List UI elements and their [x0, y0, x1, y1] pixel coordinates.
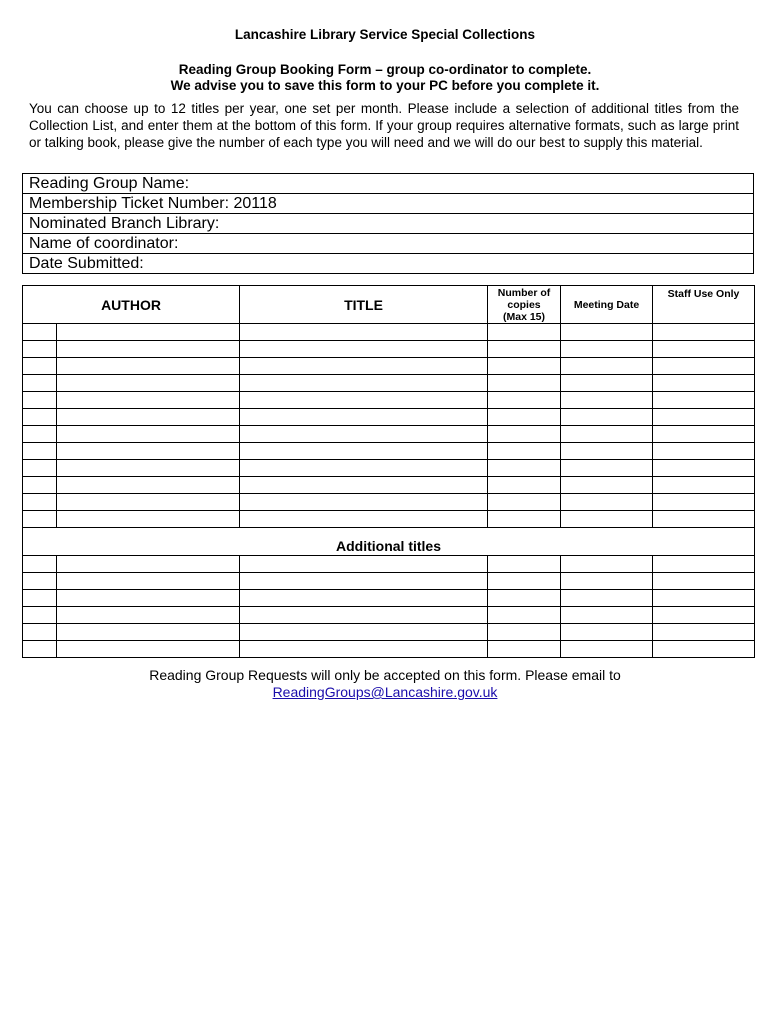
row-number-cell	[23, 341, 57, 358]
row-number-cell	[23, 590, 57, 607]
copies-cell[interactable]	[488, 641, 561, 658]
table-row	[23, 477, 755, 494]
author-cell[interactable]	[57, 324, 240, 341]
staff-use-cell[interactable]	[653, 358, 755, 375]
copies-cell[interactable]	[488, 375, 561, 392]
author-cell[interactable]	[57, 477, 240, 494]
copies-cell[interactable]	[488, 624, 561, 641]
title-cell[interactable]	[240, 375, 488, 392]
author-cell[interactable]	[57, 409, 240, 426]
membership-ticket-field[interactable]: Membership Ticket Number: 20118	[23, 194, 754, 214]
row-number-cell	[23, 460, 57, 477]
subtitle-line-2: We advise you to save this form to your PC before you complete it.	[170, 78, 600, 93]
meeting-date-cell[interactable]	[561, 641, 653, 658]
copies-cell[interactable]	[488, 443, 561, 460]
author-cell[interactable]	[57, 426, 240, 443]
meeting-date-cell[interactable]	[561, 573, 653, 590]
row-number-cell	[23, 477, 57, 494]
table-header-row	[23, 286, 755, 324]
group-details-table	[22, 173, 754, 274]
author-cell[interactable]	[57, 358, 240, 375]
table-row	[23, 573, 755, 590]
table-row	[23, 607, 755, 624]
copies-cell[interactable]	[488, 324, 561, 341]
table-row	[23, 409, 755, 426]
title-cell[interactable]	[240, 443, 488, 460]
form-subtitle	[0, 62, 770, 94]
title-cell[interactable]	[240, 590, 488, 607]
staff-use-cell[interactable]	[653, 511, 755, 528]
author-cell[interactable]	[57, 607, 240, 624]
row-number-cell	[23, 556, 57, 573]
meeting-date-cell[interactable]	[561, 443, 653, 460]
staff-use-cell[interactable]	[653, 392, 755, 409]
table-row	[23, 556, 755, 573]
meeting-date-cell[interactable]	[561, 590, 653, 607]
meeting-date-cell[interactable]	[561, 341, 653, 358]
intro-paragraph: You can choose up to 12 titles per year, one set per month. Please include a selection of additional titles from the Collection List, and enter them at the bottom of this form. If your group requires alternative formats, such as large print or talking book, please give the number of each type you will need and we will do our best to supply this material.	[29, 101, 739, 150]
copies-cell[interactable]	[488, 511, 561, 528]
title-cell[interactable]	[240, 511, 488, 528]
copies-header-line-3: (Max 15)	[503, 310, 546, 323]
title-cell[interactable]	[240, 573, 488, 590]
staff-use-cell[interactable]	[653, 641, 755, 658]
staff-use-cell[interactable]	[653, 494, 755, 511]
staff-use-cell[interactable]	[653, 460, 755, 477]
copies-cell[interactable]	[488, 341, 561, 358]
coordinator-name-field[interactable]: Name of coordinator:	[23, 234, 754, 254]
copies-cell[interactable]	[488, 494, 561, 511]
additional-titles-row	[23, 528, 755, 556]
staff-use-cell[interactable]	[653, 324, 755, 341]
meeting-date-cell[interactable]	[561, 392, 653, 409]
title-cell[interactable]	[240, 460, 488, 477]
row-number-cell	[23, 375, 57, 392]
title-cell[interactable]	[240, 494, 488, 511]
table-row	[23, 392, 755, 409]
author-cell[interactable]	[57, 341, 240, 358]
title-cell[interactable]	[240, 624, 488, 641]
staff-use-cell[interactable]	[653, 375, 755, 392]
staff-use-cell[interactable]	[653, 573, 755, 590]
copies-header-line-2: copies	[507, 298, 541, 311]
row-number-cell	[23, 392, 57, 409]
meeting-date-cell[interactable]	[561, 511, 653, 528]
copies-cell[interactable]	[488, 358, 561, 375]
copies-cell[interactable]	[488, 409, 561, 426]
author-cell[interactable]	[57, 573, 240, 590]
staff-use-cell[interactable]	[653, 409, 755, 426]
title-cell[interactable]	[240, 641, 488, 658]
table-row	[23, 375, 755, 392]
author-cell[interactable]	[57, 556, 240, 573]
author-column-header: AUTHOR	[23, 286, 240, 324]
main-titles-rows	[23, 324, 755, 528]
staff-use-column-header: Staff Use Only	[653, 286, 755, 324]
meeting-date-cell[interactable]	[561, 477, 653, 494]
author-cell[interactable]	[57, 392, 240, 409]
copies-cell[interactable]	[488, 460, 561, 477]
copies-header-line-1: Number of	[497, 286, 551, 299]
staff-use-cell[interactable]	[653, 341, 755, 358]
table-row	[23, 324, 755, 341]
copies-cell[interactable]	[488, 573, 561, 590]
title-cell[interactable]	[240, 392, 488, 409]
title-cell[interactable]	[240, 607, 488, 624]
copies-cell[interactable]	[488, 556, 561, 573]
row-number-cell	[23, 511, 57, 528]
table-row	[23, 511, 755, 528]
staff-use-cell[interactable]	[653, 607, 755, 624]
meeting-date-cell[interactable]	[561, 375, 653, 392]
row-number-cell	[23, 324, 57, 341]
titles-table	[22, 285, 755, 658]
copies-cell[interactable]	[488, 477, 561, 494]
title-column-header: TITLE	[240, 286, 488, 324]
row-number-cell	[23, 426, 57, 443]
footer-note	[0, 667, 770, 701]
row-number-cell	[23, 607, 57, 624]
author-cell[interactable]	[57, 511, 240, 528]
table-row	[23, 460, 755, 477]
staff-use-cell[interactable]	[653, 556, 755, 573]
page-title: Lancashire Library Service Special Collections	[234, 27, 536, 42]
copies-cell[interactable]	[488, 590, 561, 607]
author-cell[interactable]	[57, 494, 240, 511]
table-row	[23, 426, 755, 443]
nominated-branch-field[interactable]: Nominated Branch Library:	[23, 214, 754, 234]
row-number-cell	[23, 409, 57, 426]
meeting-date-cell[interactable]	[561, 607, 653, 624]
copies-cell[interactable]	[488, 392, 561, 409]
table-row	[23, 341, 755, 358]
meeting-date-cell[interactable]	[561, 358, 653, 375]
title-cell[interactable]	[240, 426, 488, 443]
copies-column-header	[488, 286, 561, 324]
staff-use-cell[interactable]	[653, 624, 755, 641]
title-cell[interactable]	[240, 358, 488, 375]
meeting-date-cell[interactable]	[561, 426, 653, 443]
title-cell[interactable]	[240, 324, 488, 341]
meeting-date-cell[interactable]	[561, 409, 653, 426]
title-cell[interactable]	[240, 477, 488, 494]
meeting-date-cell[interactable]	[561, 324, 653, 341]
row-number-cell	[23, 641, 57, 658]
row-number-cell	[23, 494, 57, 511]
additional-titles-rows	[23, 556, 755, 658]
title-cell[interactable]	[240, 556, 488, 573]
meeting-date-cell[interactable]	[561, 460, 653, 477]
copies-cell[interactable]	[488, 607, 561, 624]
reading-group-name-field[interactable]: Reading Group Name:	[23, 174, 754, 194]
author-cell[interactable]	[57, 443, 240, 460]
row-number-cell	[23, 358, 57, 375]
table-row	[23, 624, 755, 641]
table-row	[23, 358, 755, 375]
table-row	[23, 443, 755, 460]
subtitle-line-1: Reading Group Booking Form – group co-ordinator to complete.	[178, 62, 592, 77]
author-cell[interactable]	[57, 375, 240, 392]
author-cell[interactable]	[57, 460, 240, 477]
meeting-date-cell[interactable]	[561, 494, 653, 511]
author-cell[interactable]	[57, 624, 240, 641]
table-row	[23, 590, 755, 607]
author-cell[interactable]	[57, 590, 240, 607]
row-number-cell	[23, 573, 57, 590]
meeting-date-cell[interactable]	[561, 556, 653, 573]
meeting-date-column-header: Meeting Date	[561, 286, 653, 324]
email-link[interactable]: ReadingGroups@Lancashire.gov.uk	[272, 684, 498, 700]
meeting-date-cell[interactable]	[561, 624, 653, 641]
staff-use-cell[interactable]	[653, 477, 755, 494]
footer-text: Reading Group Requests will only be accepted on this form. Please email to	[149, 667, 621, 683]
staff-use-cell[interactable]	[653, 426, 755, 443]
row-number-cell	[23, 443, 57, 460]
table-row	[23, 641, 755, 658]
row-number-cell	[23, 624, 57, 641]
staff-use-cell[interactable]	[653, 443, 755, 460]
title-cell[interactable]	[240, 341, 488, 358]
title-cell[interactable]	[240, 409, 488, 426]
staff-use-cell[interactable]	[653, 590, 755, 607]
date-submitted-field[interactable]: Date Submitted:	[23, 254, 754, 274]
additional-titles-heading: Additional titles	[23, 528, 755, 556]
author-cell[interactable]	[57, 641, 240, 658]
copies-cell[interactable]	[488, 426, 561, 443]
table-row	[23, 494, 755, 511]
